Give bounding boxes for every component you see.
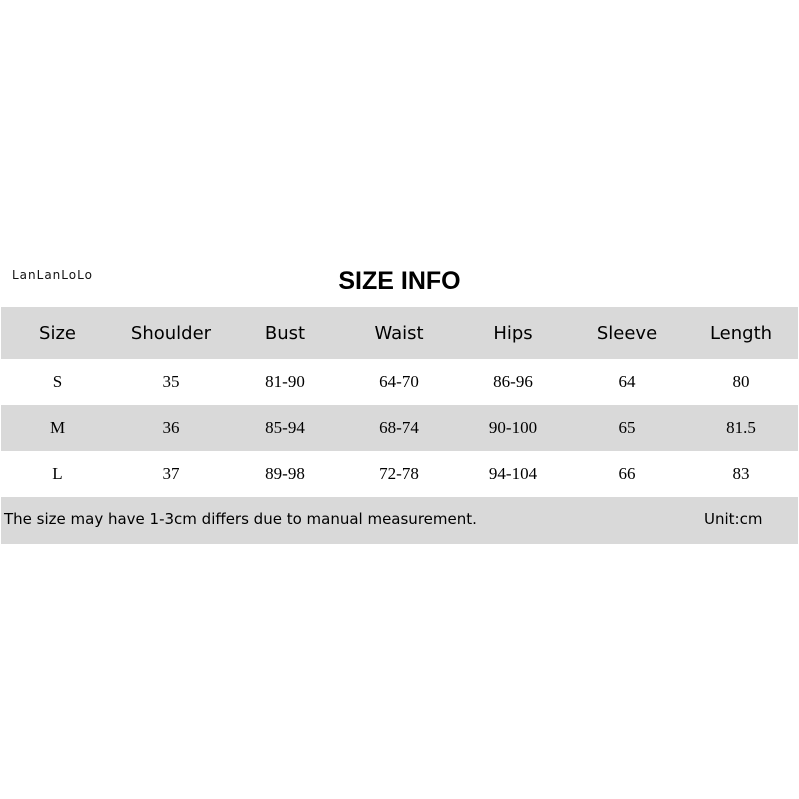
- cell-waist: 72-78: [379, 464, 419, 483]
- cell-length: 80: [732, 372, 750, 391]
- unit-label: Unit:cm: [704, 510, 763, 528]
- table-row: [1, 359, 798, 405]
- cell-hips: 94-104: [488, 464, 538, 483]
- cell-sleeve: 66: [618, 464, 636, 483]
- cell-shoulder: 35: [162, 372, 180, 391]
- page-title: SIZE INFO: [338, 267, 461, 295]
- cell-hips: 90-100: [488, 418, 538, 437]
- cell-waist: 64-70: [379, 372, 419, 391]
- measurement-note: The size may have 1-3cm differs due to manual measurement.: [4, 510, 477, 528]
- cell-size: L: [52, 464, 63, 483]
- header-shoulder: Shoulder: [130, 322, 212, 344]
- table-row: [1, 451, 798, 497]
- cell-size: S: [52, 372, 63, 391]
- table-footer: [1, 497, 798, 544]
- header-size: Size: [39, 322, 76, 344]
- cell-hips: 86-96: [493, 372, 533, 391]
- header-length: Length: [709, 322, 773, 344]
- cell-waist: 68-74: [379, 418, 419, 437]
- cell-shoulder: 37: [162, 464, 180, 483]
- cell-sleeve: 65: [618, 418, 636, 437]
- header-hips: Hips: [493, 322, 533, 344]
- cell-size: M: [49, 418, 66, 437]
- cell-length: 81.5: [726, 418, 756, 437]
- cell-shoulder: 36: [162, 418, 180, 437]
- brand-logo: LanLanLoLo: [12, 268, 93, 282]
- header-sleeve: Sleeve: [596, 322, 658, 344]
- table-row: [1, 405, 798, 451]
- table-header-row: [1, 307, 798, 359]
- cell-bust: 81-90: [265, 372, 305, 391]
- cell-length: 83: [732, 464, 750, 483]
- cell-bust: 89-98: [265, 464, 305, 483]
- size-table: [1, 307, 798, 497]
- cell-sleeve: 64: [618, 372, 636, 391]
- header-waist: Waist: [374, 322, 424, 344]
- cell-bust: 85-94: [265, 418, 305, 437]
- header-bust: Bust: [264, 322, 306, 344]
